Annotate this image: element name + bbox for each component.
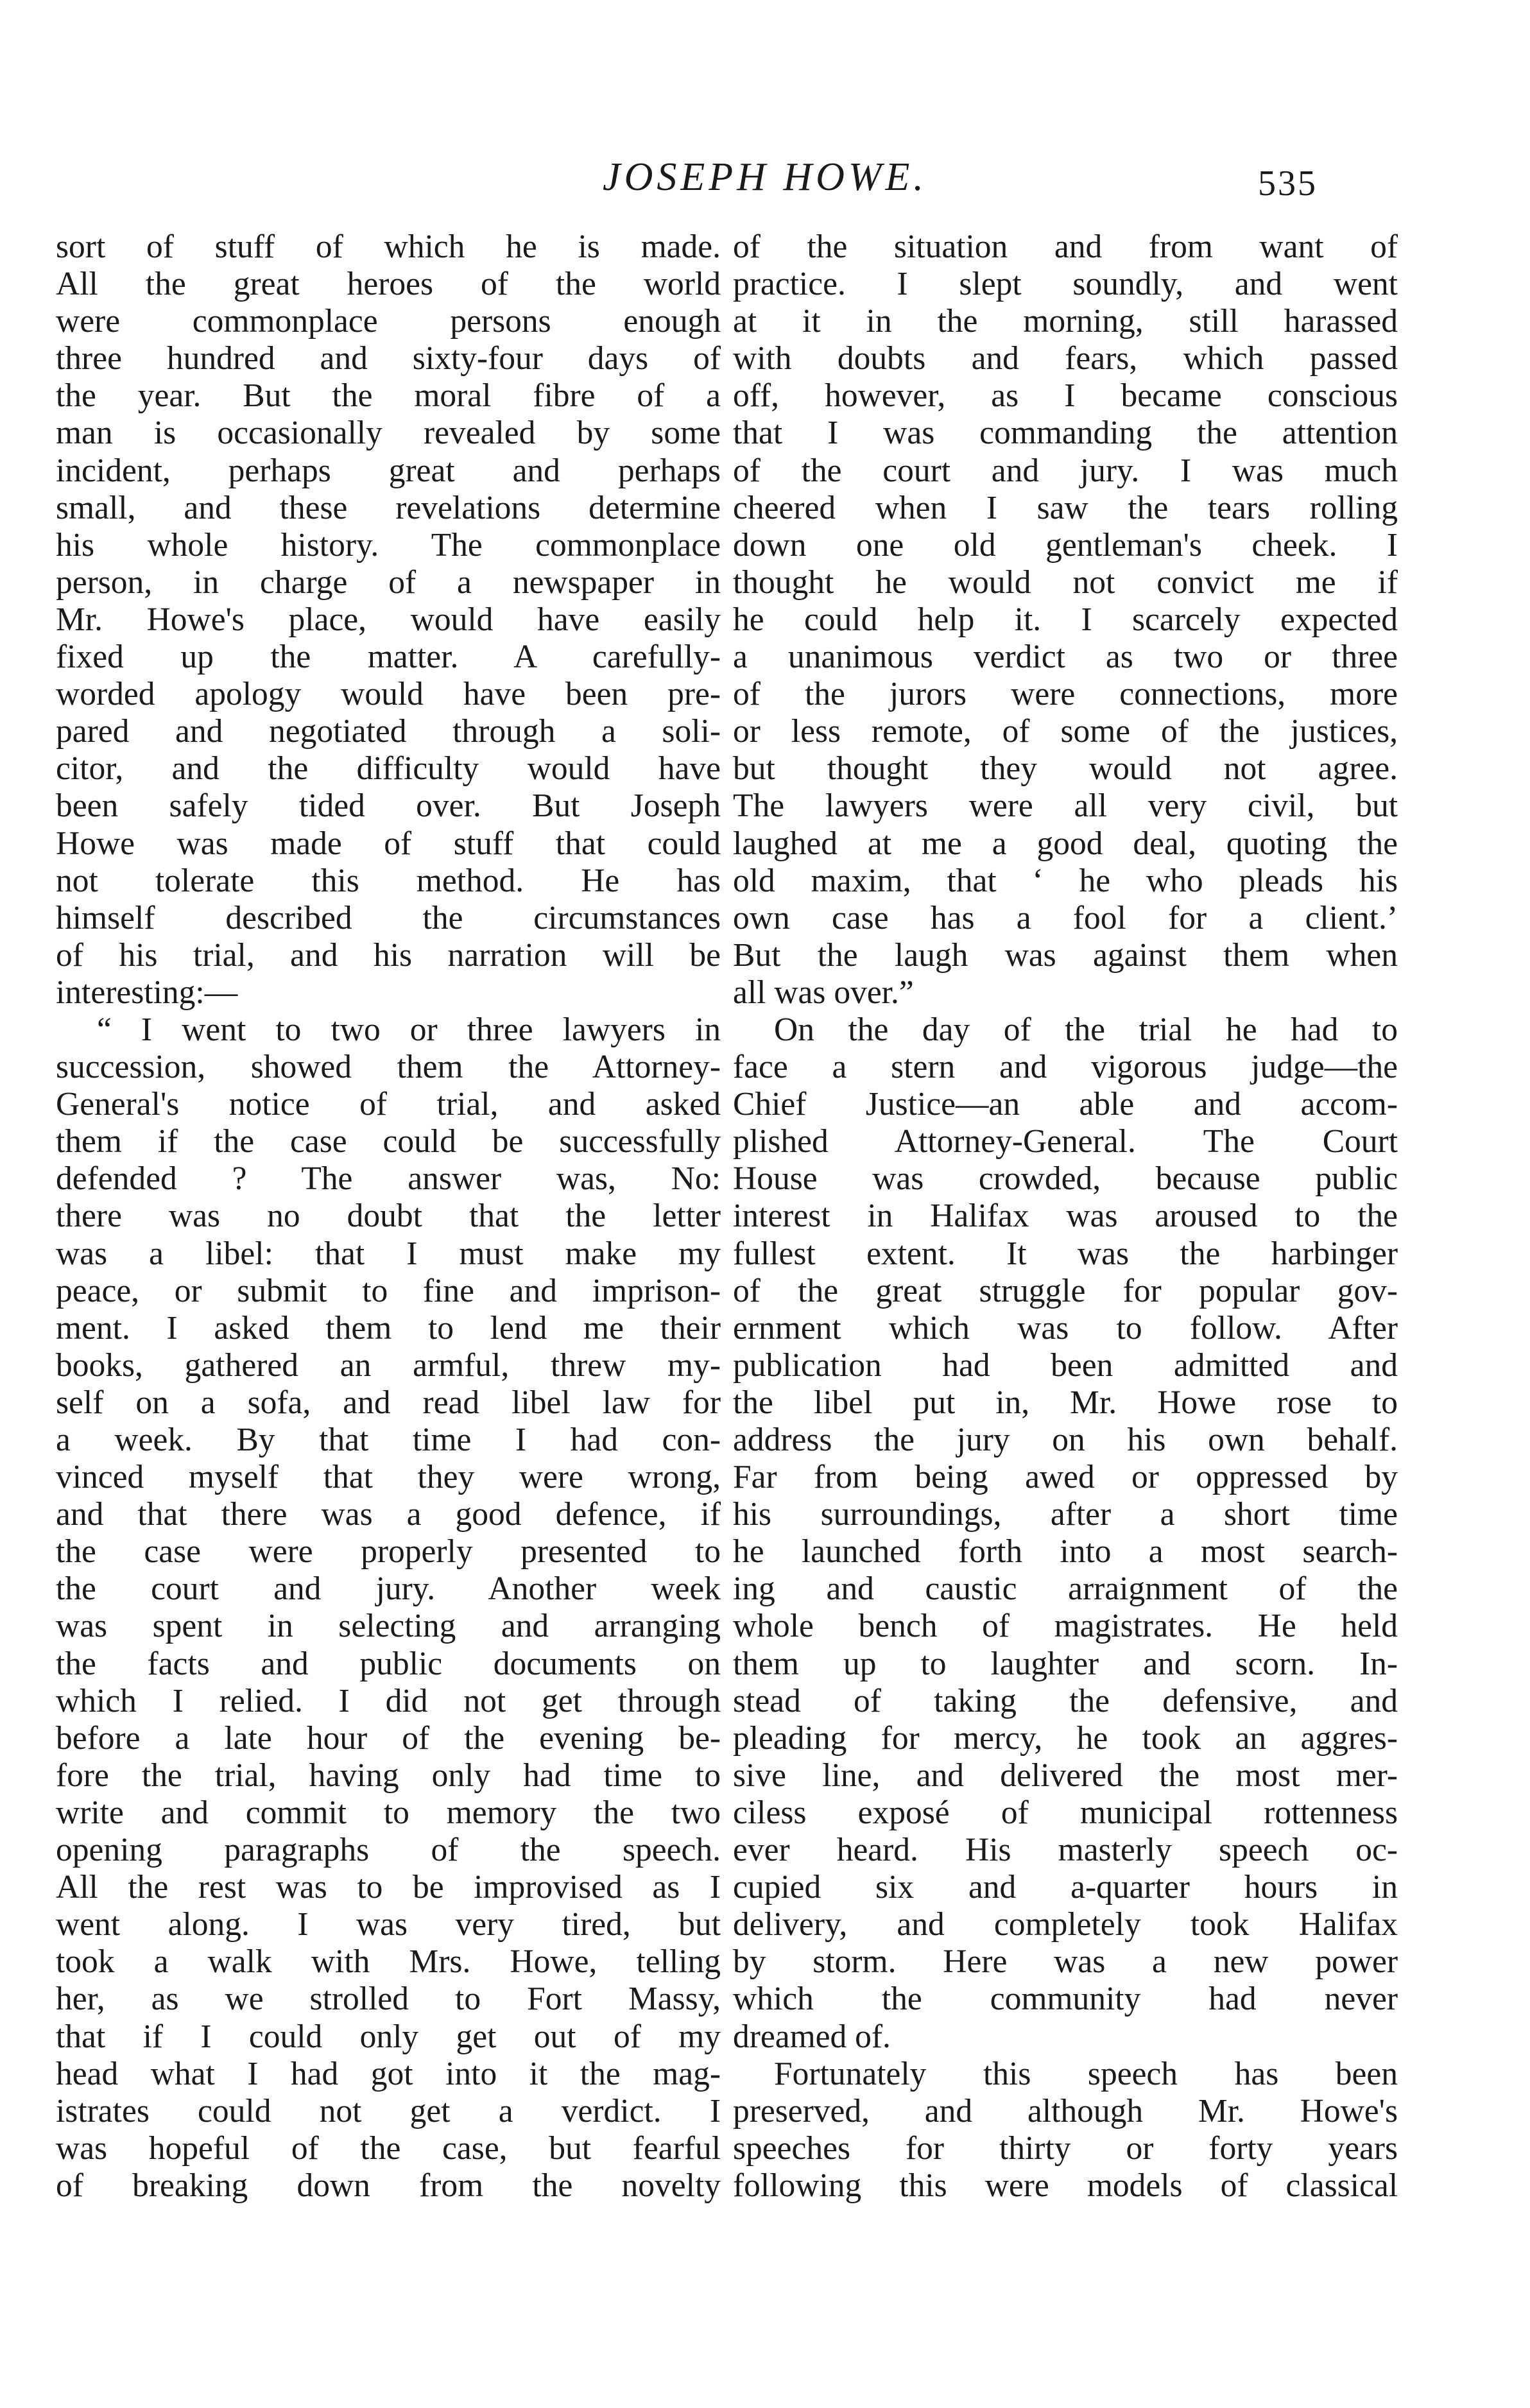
text-line: a week. By that time I had con- xyxy=(56,1422,721,1458)
text-line: plished Attorney-General. The Court xyxy=(733,1123,1398,1160)
text-line: his surroundings, after a short time xyxy=(733,1496,1398,1533)
text-line: his whole history. The commonplace xyxy=(56,526,721,563)
text-line: of his trial, and his narration will be xyxy=(56,936,721,974)
text-line: On the day of the trial he had to xyxy=(774,1011,1398,1048)
text-line: at it in the morning, still harassed xyxy=(733,303,1398,340)
text-line: succession, showed them the Attorney- xyxy=(56,1049,721,1086)
text-line: her, as we strolled to Fort Massy, xyxy=(56,1981,721,2018)
text-line: vinced myself that they were wrong, xyxy=(56,1459,721,1496)
text-line: a unanimous verdict as two or three xyxy=(733,639,1398,676)
text-line: head what I had got into it the mag- xyxy=(56,2055,721,2092)
text-line: defended ? The answer was, No: xyxy=(56,1160,721,1198)
text-line: ever heard. His masterly speech oc- xyxy=(733,1832,1398,1869)
text-line: cheered when I saw the tears rolling xyxy=(733,489,1398,526)
text-line: ing and caustic arraignment of the xyxy=(733,1570,1398,1608)
text-line: them if the case could be successfully xyxy=(56,1123,721,1160)
text-line: delivery, and completely took Halifax xyxy=(733,1906,1398,1943)
text-line: But the laugh was against them when xyxy=(733,936,1398,974)
text-line: Howe was made of stuff that could xyxy=(56,825,721,862)
text-line: books, gathered an armful, threw my- xyxy=(56,1346,721,1384)
text-line: own case has a fool for a client.’ xyxy=(733,899,1398,936)
text-line: address the jury on his own behalf. xyxy=(733,1422,1398,1458)
text-line: practice. I slept soundly, and went xyxy=(733,266,1398,303)
text-line: were commonplace persons enough xyxy=(56,303,721,340)
right-column xyxy=(733,228,1398,2205)
text-line: before a late hour of the evening be- xyxy=(56,1719,721,1757)
text-line: laughed at me a good deal, quoting the xyxy=(733,825,1398,862)
text-line: citor, and the difficulty would have xyxy=(56,750,721,787)
text-line: opening paragraphs of the speech. xyxy=(56,1832,721,1869)
text-line: the case were properly presented to xyxy=(56,1533,721,1570)
text-line: of the court and jury. I was much xyxy=(733,452,1398,489)
text-line: self on a sofa, and read libel law for xyxy=(56,1384,721,1421)
text-line: worded apology would have been pre- xyxy=(56,676,721,713)
text-line: General's notice of trial, and asked xyxy=(56,1086,721,1123)
text-line: of the great struggle for popular gov- xyxy=(733,1272,1398,1309)
text-line: publication had been admitted and xyxy=(733,1346,1398,1384)
text-line: dreamed of. xyxy=(733,2018,891,2055)
text-line: The lawyers were all very civil, but xyxy=(733,787,1398,825)
text-line: all was over.” xyxy=(733,974,914,1011)
text-line: istrates could not get a verdict. I xyxy=(56,2092,721,2129)
text-line: ciless exposé of municipal rottenness xyxy=(733,1794,1398,1831)
text-line: the year. But the moral fibre of a xyxy=(56,377,721,415)
text-line: was spent in selecting and arranging xyxy=(56,1608,721,1645)
text-line: ernment which was to follow. After xyxy=(733,1309,1398,1346)
text-line: them up to laughter and scorn. In- xyxy=(733,1645,1398,1682)
text-line: been safely tided over. But Joseph xyxy=(56,787,721,825)
text-line: of the jurors were connections, more xyxy=(733,676,1398,713)
text-line: or less remote, of some of the justices, xyxy=(733,713,1398,750)
text-line: whole bench of magistrates. He held xyxy=(733,1608,1398,1645)
text-line: the court and jury. Another week xyxy=(56,1570,721,1608)
text-line: Chief Justice—an able and accom- xyxy=(733,1086,1398,1123)
text-line: took a walk with Mrs. Howe, telling xyxy=(56,1943,721,1981)
text-line: interest in Halifax was aroused to the xyxy=(733,1198,1398,1235)
text-line: with doubts and fears, which passed xyxy=(733,340,1398,377)
text-line: which the community had never xyxy=(733,1981,1398,2018)
text-line: stead of taking the defensive, and xyxy=(733,1682,1398,1719)
text-line: and that there was a good defence, if xyxy=(56,1496,721,1533)
text-line: following this were models of classical xyxy=(733,2167,1398,2204)
text-line: person, in charge of a newspaper in xyxy=(56,563,721,601)
text-line: of breaking down from the novelty xyxy=(56,2167,721,2204)
text-line: which I relied. I did not get through xyxy=(56,1682,721,1719)
text-line: by storm. Here was a new power xyxy=(733,1943,1398,1981)
text-line: cupied six and a-quarter hours in xyxy=(733,1869,1398,1906)
text-line: “ I went to two or three lawyers in xyxy=(97,1011,721,1048)
text-line: not tolerate this method. He has xyxy=(56,862,721,899)
text-line: small, and these revelations determine xyxy=(56,489,721,526)
text-line: sort of stuff of which he is made. xyxy=(56,228,721,265)
running-title: JOSEPH HOWE. xyxy=(603,155,927,199)
text-line: incident, perhaps great and perhaps xyxy=(56,452,721,489)
text-line: sive line, and delivered the most mer- xyxy=(733,1757,1398,1794)
text-line: he launched forth into a most search- xyxy=(733,1533,1398,1570)
text-line: interesting:— xyxy=(56,974,238,1011)
text-line: fixed up the matter. A carefully- xyxy=(56,639,721,676)
text-line: himself described the circumstances xyxy=(56,899,721,936)
text-line: went along. I was very tired, but xyxy=(56,1906,721,1943)
left-column xyxy=(56,228,721,2205)
page-number: 535 xyxy=(1258,164,1318,203)
text-line: thought he would not convict me if xyxy=(733,563,1398,601)
text-line: fullest extent. It was the harbinger xyxy=(733,1235,1398,1272)
text-line: House was crowded, because public xyxy=(733,1160,1398,1198)
text-line: All the rest was to be improvised as I xyxy=(56,1869,721,1906)
text-line: pleading for mercy, he took an aggres- xyxy=(733,1719,1398,1757)
text-line: there was no doubt that the letter xyxy=(56,1198,721,1235)
text-line: preserved, and although Mr. Howe's xyxy=(733,2092,1398,2129)
text-line: he could help it. I scarcely expected xyxy=(733,601,1398,638)
text-line: ment. I asked them to lend me their xyxy=(56,1309,721,1346)
text-line: fore the trial, having only had time to xyxy=(56,1757,721,1794)
text-line: off, however, as I became conscious xyxy=(733,377,1398,415)
text-line: face a stern and vigorous judge—the xyxy=(733,1049,1398,1086)
text-line: the libel put in, Mr. Howe rose to xyxy=(733,1384,1398,1421)
text-line: Far from being awed or oppressed by xyxy=(733,1459,1398,1496)
text-line: of the situation and from want of xyxy=(733,228,1398,265)
text-line: pared and negotiated through a soli- xyxy=(56,713,721,750)
text-line: speeches for thirty or forty years xyxy=(733,2129,1398,2167)
text-line: man is occasionally revealed by some xyxy=(56,415,721,452)
text-line: old maxim, that ‘ he who pleads his xyxy=(733,862,1398,899)
text-line: was hopeful of the case, but fearful xyxy=(56,2129,721,2167)
text-line: Mr. Howe's place, would have easily xyxy=(56,601,721,638)
text-line: All the great heroes of the world xyxy=(56,266,721,303)
text-line: three hundred and sixty-four days of xyxy=(56,340,721,377)
text-line: Fortunately this speech has been xyxy=(774,2055,1398,2092)
text-line: was a libel: that I must make my xyxy=(56,1235,721,1272)
text-line: that I was commanding the attention xyxy=(733,415,1398,452)
text-line: write and commit to memory the two xyxy=(56,1794,721,1831)
text-line: peace, or submit to fine and imprison- xyxy=(56,1272,721,1309)
text-line: the facts and public documents on xyxy=(56,1645,721,1682)
text-line: down one old gentleman's cheek. I xyxy=(733,526,1398,563)
text-line: that if I could only get out of my xyxy=(56,2018,721,2055)
text-line: but thought they would not agree. xyxy=(733,750,1398,787)
